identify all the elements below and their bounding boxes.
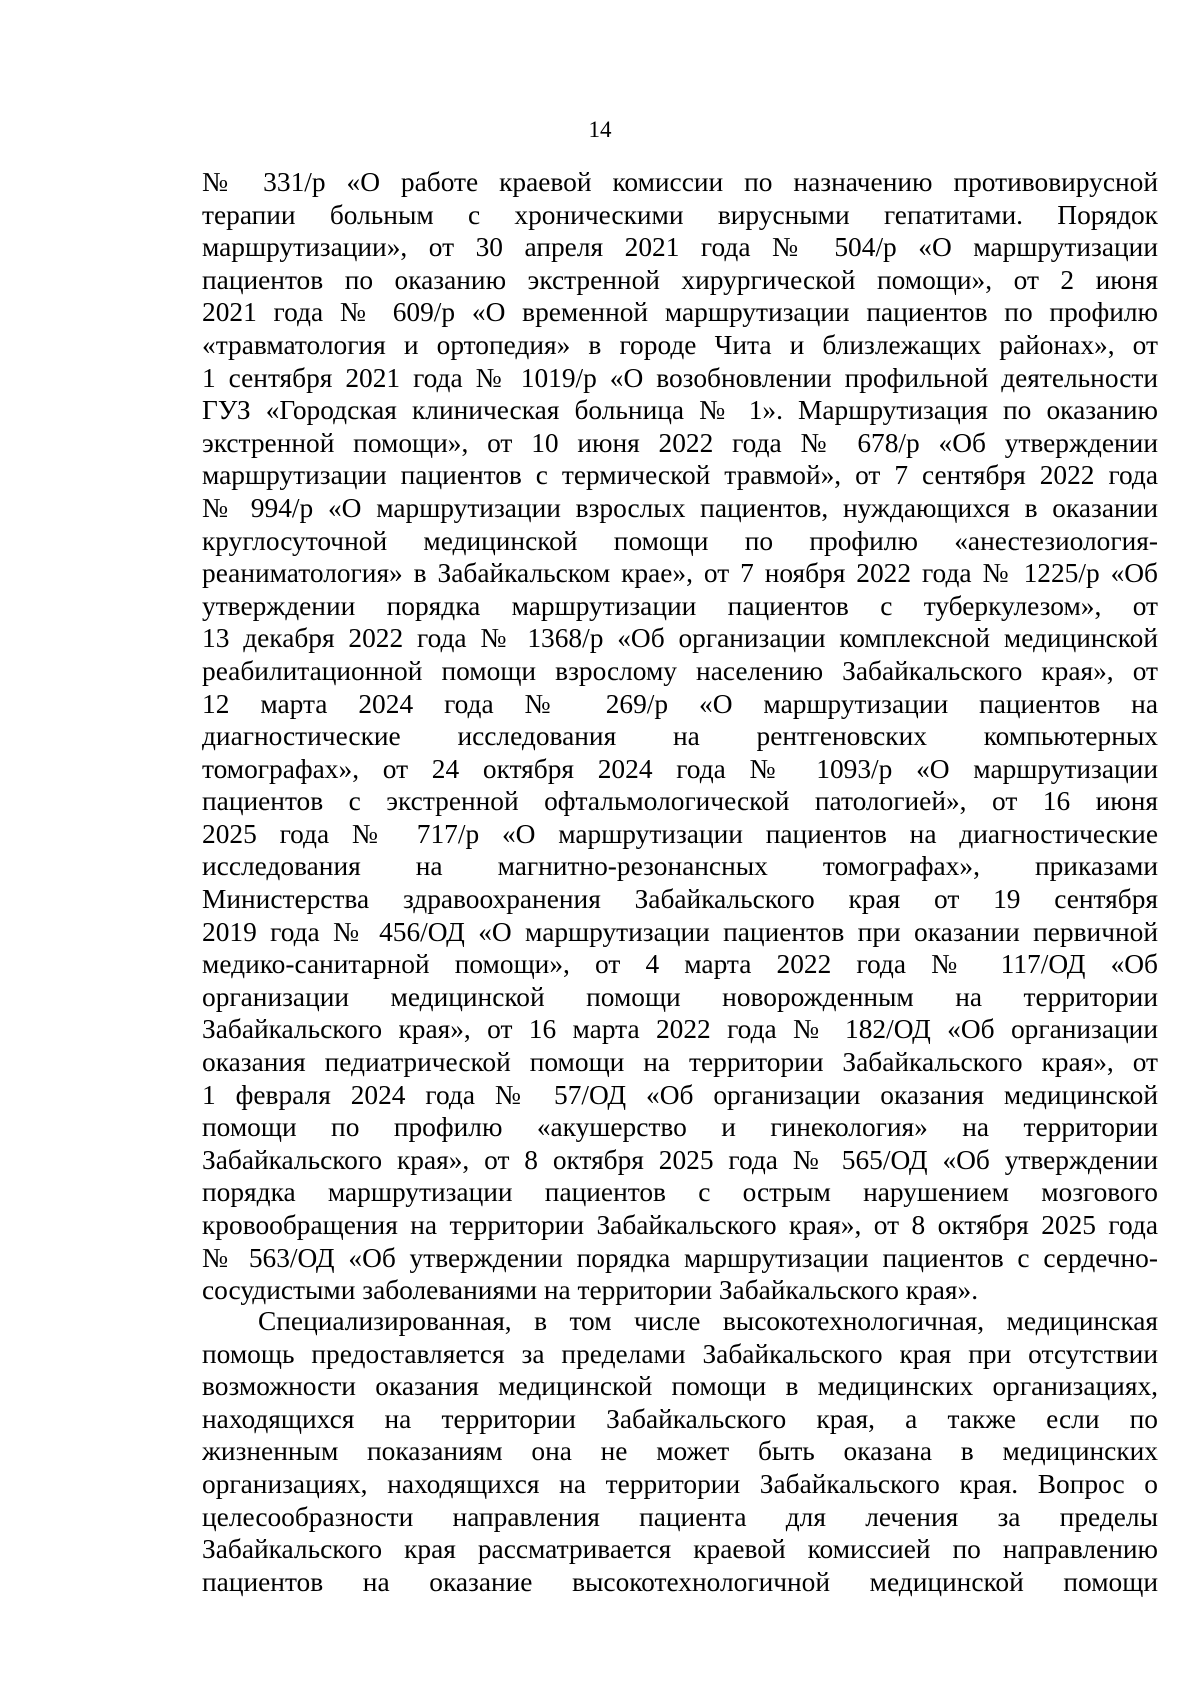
text-line: Забайкальского края рассматривается краевой комиссией по направлению xyxy=(202,1534,1158,1565)
text-line: организациях, находящихся на территории Забайкальского края. Вопрос о xyxy=(202,1468,1158,1499)
text-line: терапии больным с хроническими вирусными гепатитами. Порядок xyxy=(202,199,1158,230)
text-line: Забайкальского края», от 8 октября 2025 года № 565/ОД «Об утверждении xyxy=(202,1144,1158,1175)
text-line: организации медицинской помощи новорожденным на территории xyxy=(202,981,1158,1012)
text-line: маршрутизации», от 30 апреля 2021 года № 504/р «О маршрутизации xyxy=(202,232,1158,263)
text-line: исследования на магнитно-резонансных томографах», приказами xyxy=(202,851,1158,882)
text-line: помощи по профилю «акушерство и гинекология» на территории xyxy=(202,1112,1158,1143)
text-line: реабилитационной помощи взрослому населению Забайкальского края», от xyxy=(202,655,1158,686)
text-line: Министерства здравоохранения Забайкальского края от 19 сентября xyxy=(202,884,1158,915)
text-line: № 994/р «О маршрутизации взрослых пациентов, нуждающихся в оказании xyxy=(202,492,1158,523)
text-line: оказания педиатрической помощи на территории Забайкальского края», от xyxy=(202,1047,1158,1078)
text-line: 1 сентября 2021 года № 1019/р «О возобновлении профильной деятельности xyxy=(202,362,1158,393)
text-line: «травматология и ортопедия» в городе Чита и близлежащих районах», от xyxy=(202,329,1158,360)
text-line: пациентов с экстренной офтальмологической патологией», от 16 июня xyxy=(202,786,1158,817)
text-line: пациентов на оказание высокотехнологичной медицинской помощи xyxy=(202,1566,1158,1597)
text-line: 2019 года № 456/ОД «О маршрутизации пациентов при оказании первичной xyxy=(202,916,1158,947)
text-line: № 563/ОД «Об утверждении порядка маршрутизации пациентов с сердечно- xyxy=(202,1242,1158,1273)
text-line: порядка маршрутизации пациентов с острым нарушением мозгового xyxy=(202,1177,1158,1208)
text-line: 13 декабря 2022 года № 1368/р «Об организации комплексной медицинской xyxy=(202,623,1158,654)
text-line: сосудистыми заболеваниями на территории Забайкальского края». xyxy=(202,1275,979,1306)
paragraph-2 xyxy=(202,1305,1158,1598)
text-line: 12 марта 2024 года № 269/р «О маршрутизации пациентов на xyxy=(202,688,1158,719)
page-number: 14 xyxy=(588,117,612,142)
text-line: помощь предоставляется за пределами Забайкальского края при отсутствии xyxy=(202,1338,1158,1369)
paragraph-1 xyxy=(202,166,1158,1307)
text-line: 2025 года № 717/р «О маршрутизации пациентов на диагностические xyxy=(202,818,1158,849)
text-line: томографах», от 24 октября 2024 года № 1093/р «О маршрутизации xyxy=(202,753,1158,784)
text-line: 1 февраля 2024 года № 57/ОД «Об организации оказания медицинской xyxy=(202,1079,1158,1110)
text-line: находящихся на территории Забайкальского края, а также если по xyxy=(202,1403,1158,1434)
text-line: пациентов по оказанию экстренной хирургической помощи», от 2 июня xyxy=(202,264,1158,295)
text-line: возможности оказания медицинской помощи в медицинских организациях, xyxy=(202,1371,1158,1402)
text-line: целесообразности направления пациента для лечения за пределы xyxy=(202,1501,1158,1532)
text-line: Специализированная, в том числе высокотехнологичная, медицинская xyxy=(258,1306,1158,1336)
text-line: медико-санитарной помощи», от 4 марта 2022 года № 117/ОД «Об xyxy=(202,949,1158,980)
text-line: маршрутизации пациентов с термической травмой», от 7 сентября 2022 года xyxy=(202,460,1158,491)
text-line: утверждении порядка маршрутизации пациентов с туберкулезом», от xyxy=(202,590,1158,621)
text-line: Забайкальского края», от 16 марта 2022 года № 182/ОД «Об организации xyxy=(202,1014,1158,1045)
text-line: кровообращения на территории Забайкальского края», от 8 октября 2025 года xyxy=(202,1210,1158,1240)
text-line: ГУЗ «Городская клиническая больница № 1». Маршрутизация по оказанию xyxy=(202,395,1158,426)
text-line: экстренной помощи», от 10 июня 2022 года № 678/р «Об утверждении xyxy=(202,427,1158,458)
text-line: 2021 года № 609/р «О временной маршрутизации пациентов по профилю xyxy=(202,297,1158,328)
text-line: реаниматология» в Забайкальском крае», от 7 ноября 2022 года № 1225/р «Об xyxy=(202,558,1158,589)
text-line: № 331/р «О работе краевой комиссии по назначению противовирусной xyxy=(202,167,1158,197)
text-line: диагностические исследования на рентгеновских компьютерных xyxy=(202,721,1158,752)
text-line: жизненным показаниям она не может быть оказана в медицинских xyxy=(202,1436,1158,1467)
text-line: круглосуточной медицинской помощи по профилю «анестезиология- xyxy=(202,525,1158,556)
